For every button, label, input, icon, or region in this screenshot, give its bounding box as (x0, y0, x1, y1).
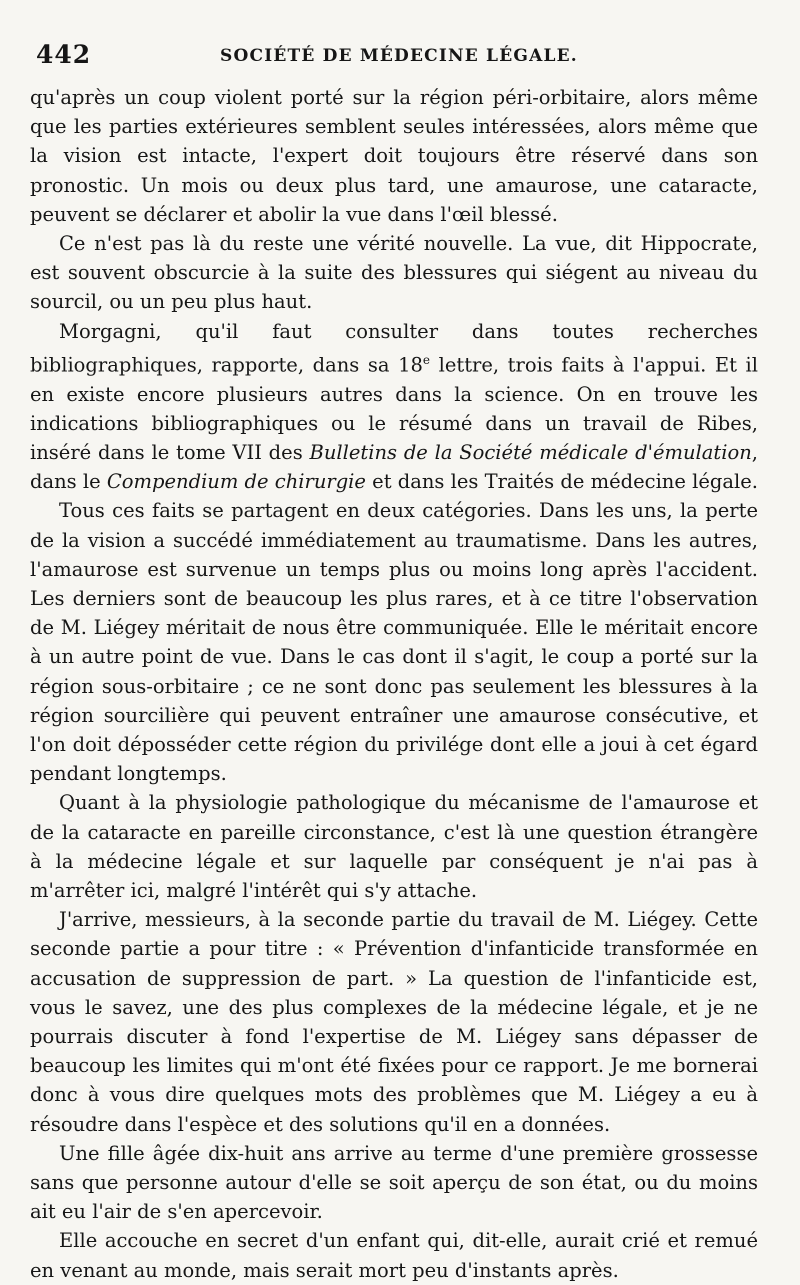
text-run: , dans le (30, 440, 758, 494)
citation-title: Bulletins de la Société médicale d'émulation (309, 440, 752, 464)
paragraph: Elle accouche en secret d'un enfant qui, dit-elle, aurait crié et remué en venant au monde, mais serait mort peu d'instants après. (30, 1229, 758, 1282)
paragraph: Tous ces faits se partagent en deux catégories. Dans les uns, la perte de la vision a succédé immédiatement au traumatisme. Dans les autres, l'amaurose est survenue un temps plus ou moins long après l'accident. Les derniers sont de beaucoup les plus rares, et à ce titre l'observation de M. Liégey méritait de nous être communiquée. Elle le méritait encore à un autre point de vue. Dans le cas dont il s'agit, le coup a porté sur la région sous-orbitaire ; ce ne sont donc pas seulement les blessures à la région sourcilière qui peuvent entraîner une amaurose consécutive, et l'on doit déposséder cette région du privilége dont elle a joui à cet égard pendant longtemps. (30, 499, 758, 786)
text-run: lettre, trois faits à l'appui. Et il en existe encore plusieurs autres dans la science. On en trouve les indications bibliographiques ou le résumé dans un travail de Ribes, inséré dans le tome VII des (30, 353, 758, 464)
superscript: e (422, 352, 431, 367)
text-run: et dans les Traités de médecine légale. (365, 470, 758, 494)
text-run: Morgagni, qu'il faut consulter dans toutes recherches bibliographiques, rapporte, dans sa 18 (30, 319, 758, 377)
paragraph: Quant à la physiologie pathologique du mécanisme de l'amaurose et de la cataracte en pareille circonstance, c'est là une question étrangère à la médecine légale et sur laquelle par conséquent je n'ai pas à m'arrêter ici, malgré l'intérêt qui s'y attache. (30, 791, 758, 902)
page-number: 442 (36, 40, 92, 69)
body-text (30, 83, 758, 1285)
paragraph: J'arrive, messieurs, à la seconde partie du travail de M. Liégey. Cette seconde partie a pour titre : « Prévention d'infanticide transformée en accusation de suppression de part. » La question de l'infanticide est, vous le savez, une des plus complexes de la médecine légale, et je ne pourrais discuter à fond l'expertise de M. Liégey sans dépasser de beaucoup les limites qui m'ont été fixées pour ce rapport. Je me bornerai donc à vous dire quelques mots des problèmes que M. Liégey a eu à résoudre dans l'espèce et des solutions qu'il en a données. (30, 908, 758, 1136)
running-title: SOCIÉTÉ DE MÉDECINE LÉGALE. (220, 46, 578, 66)
citation-title: Compendium de chirurgie (106, 470, 366, 494)
page-header (36, 40, 766, 74)
paragraph: Ce n'est pas là du reste une vérité nouvelle. La vue, dit Hippocrate, est souvent obscurcie à la suite des blessures qui siégent au niveau du sourcil, ou un peu plus haut. (30, 232, 758, 314)
paragraph: Une fille âgée dix-huit ans arrive au terme d'une première grossesse sans que personne autour d'elle se soit aperçu de son état, ou du moins ait eu l'air de s'en apercevoir. (30, 1141, 758, 1224)
paragraph: qu'après un coup violent porté sur la région péri-orbitaire, alors même que les parties extérieures semblent seules intéressées, alors même que la vision est intacte, l'expert doit toujours être réservé dans son pronostic. Un mois ou deux plus tard, une amaurose, une cataracte, peuvent se déclarer et abolir la vue dans l'œil blessé. (30, 86, 758, 226)
paragraph-morgagni (30, 317, 758, 497)
